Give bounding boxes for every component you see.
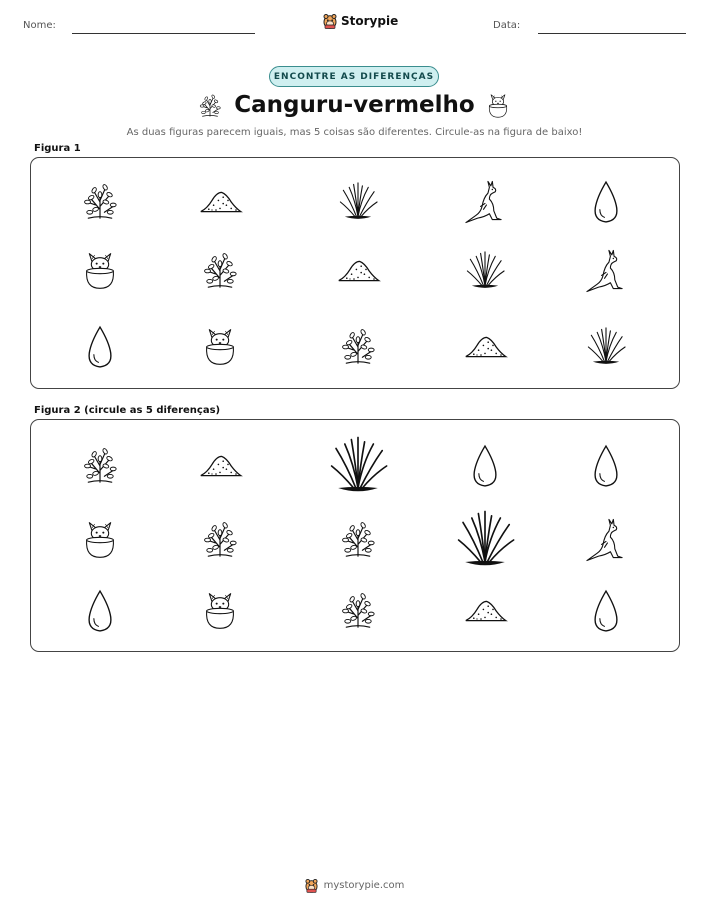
kangaroo-pot-icon[interactable]	[180, 573, 260, 649]
dirt-mound-icon[interactable]	[180, 428, 260, 504]
grass-tuft-icon	[318, 164, 398, 240]
shrub-icon	[60, 164, 140, 240]
brand-logo	[323, 13, 398, 29]
footer-site[interactable]: mystorypie.com	[323, 880, 405, 891]
kangaroo-pot-icon[interactable]	[60, 502, 140, 578]
figure-2-frame[interactable]	[30, 419, 680, 652]
name-label: Nome:	[23, 20, 56, 31]
water-drop-icon	[60, 309, 140, 385]
grass-tuft-large-icon[interactable]	[445, 502, 525, 578]
shrub-icon	[318, 309, 398, 385]
kangaroo-icon	[566, 233, 646, 309]
water-drop-icon[interactable]	[566, 573, 646, 649]
dirt-mound-icon	[445, 309, 525, 385]
kangaroo-pot-decoration-icon	[485, 92, 511, 124]
grass-tuft-large-icon[interactable]	[318, 428, 398, 504]
footer	[0, 878, 709, 893]
figure-1-frame	[30, 157, 680, 389]
kangaroo-icon	[445, 164, 525, 240]
storypie-mascot-icon	[323, 13, 337, 29]
dirt-mound-icon	[180, 164, 260, 240]
instructions: As duas figuras parecem iguais, mas 5 coisas são diferentes. Circule-as na figura de baixo!	[126, 127, 583, 138]
shrub-icon[interactable]	[318, 502, 398, 578]
kangaroo-pot-icon	[60, 233, 140, 309]
date-line[interactable]	[538, 33, 686, 34]
water-drop-icon	[566, 164, 646, 240]
grass-tuft-icon	[445, 233, 525, 309]
name-line[interactable]	[72, 33, 255, 34]
shrub-icon[interactable]	[180, 502, 260, 578]
shrub-icon[interactable]	[60, 428, 140, 504]
activity-badge: ENCONTRE AS DIFERENÇAS	[269, 66, 439, 87]
figure-2-label: Figura 2 (circule as 5 diferenças)	[34, 405, 221, 416]
shrub-icon	[180, 233, 260, 309]
water-drop-icon[interactable]	[566, 428, 646, 504]
shrub-icon[interactable]	[318, 573, 398, 649]
dirt-mound-icon[interactable]	[445, 573, 525, 649]
grass-tuft-icon	[566, 309, 646, 385]
page-title: Canguru-vermelho	[234, 92, 475, 118]
brand-name: Storypie	[341, 14, 399, 28]
water-drop-icon[interactable]	[445, 428, 525, 504]
kangaroo-pot-icon	[180, 309, 260, 385]
figure-1-label: Figura 1	[34, 143, 81, 154]
date-label: Data:	[493, 20, 521, 31]
storypie-mascot-icon	[305, 878, 318, 893]
water-drop-icon[interactable]	[60, 573, 140, 649]
kangaroo-icon[interactable]	[566, 502, 646, 578]
dirt-mound-icon	[318, 233, 398, 309]
